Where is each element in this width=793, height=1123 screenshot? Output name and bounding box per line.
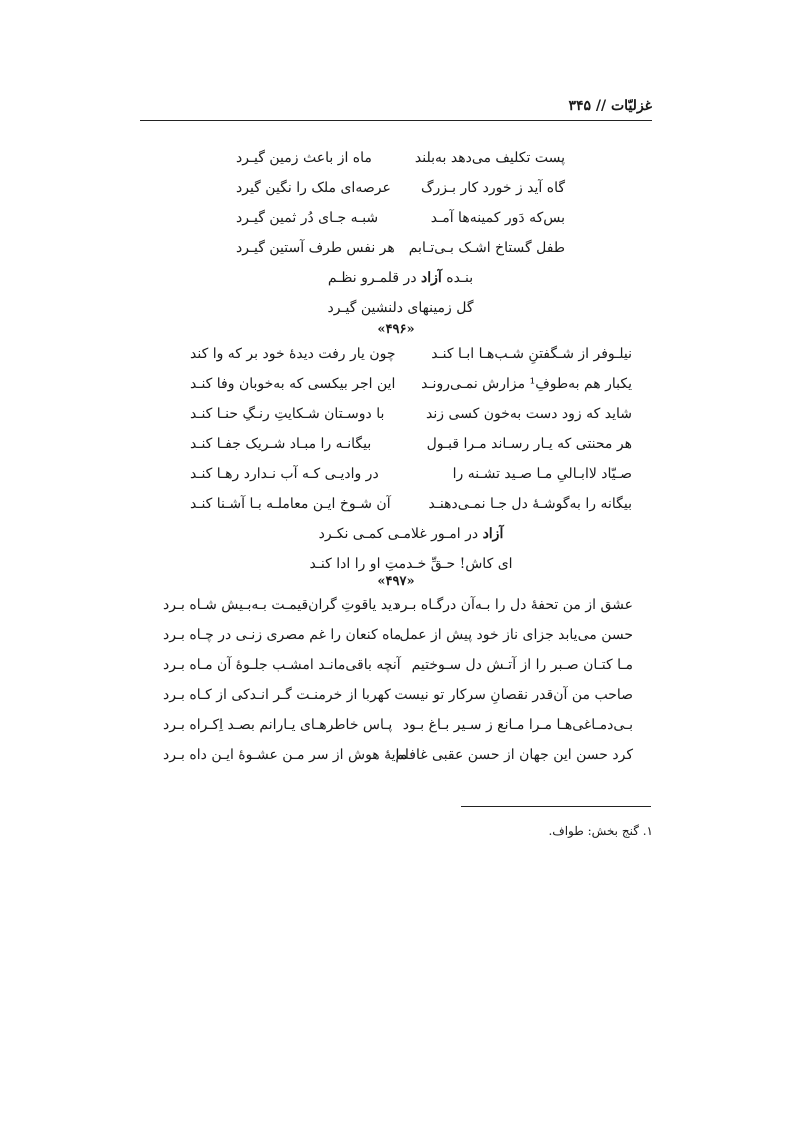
couplet [163,743,633,773]
hemistich-right: صـیّاد لاابـالیِ مـا صـید تشـنه را [452,466,632,482]
hemistich-right: عشق از من تحفهٔ دل را بـه‌آن درگـاه بـرد [394,597,633,613]
hemistich-right: حسن می‌یابد جزای ناز خود پیش از عمل [399,627,633,643]
hemistich-left: با دوسـتان شـکایتِ رنـگِ حنـا کنـد [190,406,385,422]
hemistich-left: آن شـوخ ایـن معاملـه بـا آشـنا کنـد [190,496,391,512]
hemistich-left: ماه از باعث زمین گیـرد [236,150,372,166]
hemistich-left: شبـه جـای دُر ثمین گیـرد [236,210,379,226]
hemistich-right: نیلـوفر از شـگفتنِ شـب‌هـا ابـا کنـد [431,346,632,362]
hemistich-left: آنچه باقی‌مانـد امشـب جلـوهٔ آن مـاه بـرد [163,657,401,673]
poem-number: «۴۹۶» [377,322,415,337]
closing-line: بنـده آزاد در قلمـرو نظـم [327,270,474,286]
couplet [236,146,565,176]
hemistich-left: عرصه‌ای ملک را نگین گیرد [236,180,391,196]
hemistich-left: در وادیـی کـه آب نـدارد رهـا کنـد [190,466,379,482]
hemistich-right: کرد حسن این جهان از حسن عقبی غافلم [395,747,633,763]
hemistich-right: مـا کتـان صـبر را از آتـش دل سـوختیم [411,657,633,673]
hemistich-left: پـاس خاطرهـای یـارانم بصـد اِکـراه بـرد [163,717,393,733]
hemistich-right: بیگانه را به‌گوشـهٔ دل جـا نمـی‌دهنـد [428,496,632,512]
hemistich-right: پست تکلیف می‌دهد به‌بلند [414,150,565,166]
closing-line: آزاد در امـور غلامـی کمـی نکـرد [318,526,504,542]
couplet [236,176,565,206]
footnote-divider [461,806,651,807]
hemistich-right: یکبار هم به‌طوفِ¹ مزارش نمـی‌رونـد [421,376,632,392]
hemistich-right: بـی‌دمـاغی‌هـا مـرا مـانع ز سـیر بـاغ بـود [402,717,633,733]
couplet [190,342,632,372]
poem-497 [163,593,633,773]
poem-number: «۴۹۷» [377,574,415,589]
hemistich-right: شاید که زود دست به‌خون کسی زند [426,406,632,422]
couplet [190,492,632,522]
couplet [190,462,632,492]
couplet [190,372,632,402]
hemistich-left: هر نفس طرف آستین گیـرد [236,240,395,256]
couplet [163,593,633,623]
closing-line: ای کاش! حـقِّ خـدمتِ او را ادا کنـد [309,556,513,572]
hemistich-right: هر محنتی که یـار رسـاند مـرا قبـول [426,436,632,452]
couplet [163,653,633,683]
couplet [163,683,633,713]
hemistich-right: طفل گستاخ اشـک بـی‌تـابم [408,240,565,256]
running-title: غزلیّات // ۳۴۵ [568,98,652,114]
hemistich-left: کهربا از خرمنـت گـر انـدکی از کـاه بـرد [163,687,391,703]
closing-line: گل زمینهای دلنشین گیـرد [327,300,474,316]
hemistich-right: صاحب من آن‌قدر نقصانِ سرکار تو نیست [394,687,633,703]
hemistich-left: بیگانـه را مبـاد شـریک جفـا کنـد [190,436,372,452]
couplet [190,402,632,432]
hemistich-left: دید یاقوتِ گران‌قیمـت بـه‌بـیش شـاه بـرد [163,597,399,613]
footnote: ۱. گنج بخش: طواف. [548,824,653,838]
couplet [163,623,633,653]
poem-496 [190,342,632,582]
couplet [236,236,565,266]
hemistich-left: چون یار رفت دیدهٔ خود بر که وا کند [190,346,396,362]
couplet [236,206,565,236]
couplet [163,713,633,743]
hemistich-right: گاه آید ز خورد کار بـزرگ [421,180,565,196]
page-header [140,98,652,121]
hemistich-left: مایهٔ هوش از سر مـن عشـوهٔ ایـن داه بـرد [163,747,408,763]
couplet [190,432,632,462]
poet-name: آزاد [421,270,442,286]
hemistich-left: ماه کنعان را غم مصری زنـی در چـاه بـرد [163,627,402,643]
hemistich-left: این اجر بیکسی که به‌خوبان وفا کنـد [190,376,396,392]
hemistich-right: بس‌که دَور کمینه‌ها آمـد [430,210,565,226]
poet-name: آزاد [482,526,504,542]
poem-continuation [236,146,565,326]
